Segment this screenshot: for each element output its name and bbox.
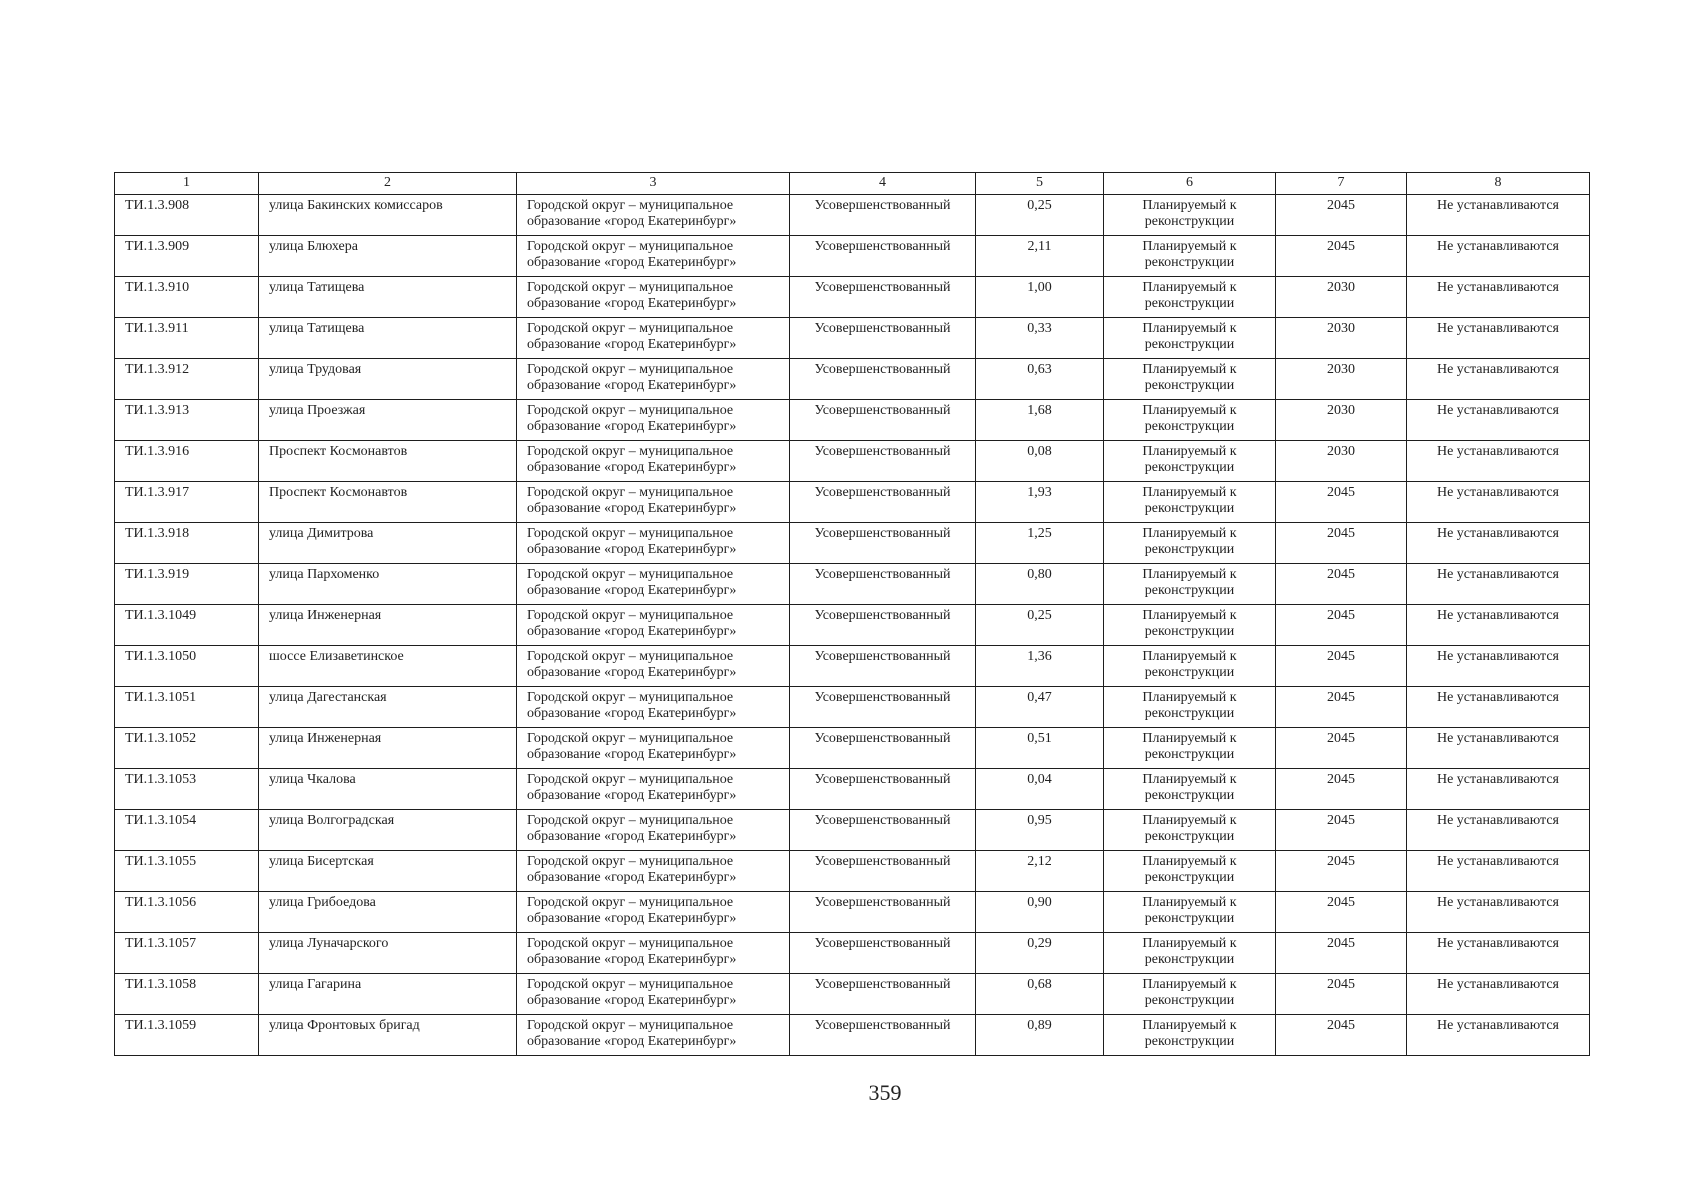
cell-length: 0,90 <box>976 892 1104 933</box>
table-row <box>115 564 1590 605</box>
cell-id: ТИ.1.3.913 <box>115 400 259 441</box>
table-row <box>115 605 1590 646</box>
cell-id: ТИ.1.3.1058 <box>115 974 259 1015</box>
cell-length: 0,04 <box>976 769 1104 810</box>
cell-year: 2030 <box>1276 359 1407 400</box>
cell-status: Планируемый к реконструкции <box>1104 851 1276 892</box>
cell-length: 0,25 <box>976 605 1104 646</box>
cell-length: 1,00 <box>976 277 1104 318</box>
cell-status: Планируемый к реконструкции <box>1104 441 1276 482</box>
cell-year: 2045 <box>1276 523 1407 564</box>
cell-street: улица Луначарского <box>259 933 517 974</box>
table-row <box>115 441 1590 482</box>
cell-id: ТИ.1.3.1051 <box>115 687 259 728</box>
cell-municipality: Городской округ – муниципальное образование «город Екатеринбург» <box>517 646 790 687</box>
cell-length: 0,51 <box>976 728 1104 769</box>
cell-municipality: Городской округ – муниципальное образование «город Екатеринбург» <box>517 441 790 482</box>
cell-length: 0,68 <box>976 974 1104 1015</box>
cell-status: Планируемый к реконструкции <box>1104 728 1276 769</box>
cell-id: ТИ.1.3.917 <box>115 482 259 523</box>
cell-id: ТИ.1.3.1049 <box>115 605 259 646</box>
cell-year: 2045 <box>1276 933 1407 974</box>
cell-surface-type: Усовершенствованный <box>790 564 976 605</box>
cell-restrictions: Не устанавливаются <box>1407 318 1590 359</box>
cell-year: 2045 <box>1276 687 1407 728</box>
cell-municipality: Городской округ – муниципальное образование «город Екатеринбург» <box>517 523 790 564</box>
cell-restrictions: Не устанавливаются <box>1407 482 1590 523</box>
cell-municipality: Городской округ – муниципальное образование «город Екатеринбург» <box>517 605 790 646</box>
column-header: 6 <box>1104 173 1276 195</box>
cell-status: Планируемый к реконструкции <box>1104 400 1276 441</box>
cell-id: ТИ.1.3.1054 <box>115 810 259 851</box>
cell-street: улица Татищева <box>259 277 517 318</box>
cell-surface-type: Усовершенствованный <box>790 605 976 646</box>
cell-surface-type: Усовершенствованный <box>790 277 976 318</box>
cell-street: улица Фронтовых бригад <box>259 1015 517 1056</box>
table-row <box>115 769 1590 810</box>
cell-surface-type: Усовершенствованный <box>790 892 976 933</box>
cell-status: Планируемый к реконструкции <box>1104 892 1276 933</box>
cell-id: ТИ.1.3.1059 <box>115 1015 259 1056</box>
table-row <box>115 687 1590 728</box>
cell-year: 2045 <box>1276 236 1407 277</box>
cell-year: 2030 <box>1276 441 1407 482</box>
cell-length: 0,47 <box>976 687 1104 728</box>
cell-municipality: Городской округ – муниципальное образование «город Екатеринбург» <box>517 769 790 810</box>
cell-length: 2,11 <box>976 236 1104 277</box>
cell-restrictions: Не устанавливаются <box>1407 1015 1590 1056</box>
cell-street: улица Чкалова <box>259 769 517 810</box>
cell-length: 1,36 <box>976 646 1104 687</box>
column-header: 2 <box>259 173 517 195</box>
table-row <box>115 318 1590 359</box>
cell-street: улица Грибоедова <box>259 892 517 933</box>
cell-surface-type: Усовершенствованный <box>790 974 976 1015</box>
cell-restrictions: Не устанавливаются <box>1407 728 1590 769</box>
cell-length: 0,89 <box>976 1015 1104 1056</box>
cell-municipality: Городской округ – муниципальное образование «город Екатеринбург» <box>517 933 790 974</box>
cell-status: Планируемый к реконструкции <box>1104 277 1276 318</box>
data-table <box>114 172 1590 1056</box>
table-row <box>115 400 1590 441</box>
cell-length: 0,25 <box>976 195 1104 236</box>
cell-year: 2045 <box>1276 851 1407 892</box>
cell-surface-type: Усовершенствованный <box>790 195 976 236</box>
cell-id: ТИ.1.3.911 <box>115 318 259 359</box>
cell-surface-type: Усовершенствованный <box>790 810 976 851</box>
cell-street: улица Димитрова <box>259 523 517 564</box>
cell-status: Планируемый к реконструкции <box>1104 1015 1276 1056</box>
cell-restrictions: Не устанавливаются <box>1407 441 1590 482</box>
cell-year: 2030 <box>1276 400 1407 441</box>
cell-status: Планируемый к реконструкции <box>1104 523 1276 564</box>
cell-street: шоссе Елизаветинское <box>259 646 517 687</box>
cell-municipality: Городской округ – муниципальное образование «город Екатеринбург» <box>517 318 790 359</box>
cell-restrictions: Не устанавливаются <box>1407 195 1590 236</box>
cell-municipality: Городской округ – муниципальное образование «город Екатеринбург» <box>517 400 790 441</box>
table-row <box>115 359 1590 400</box>
page-number: 359 <box>868 1080 902 1105</box>
cell-id: ТИ.1.3.1056 <box>115 892 259 933</box>
table-row <box>115 523 1590 564</box>
cell-street: улица Проезжая <box>259 400 517 441</box>
cell-street: Проспект Космонавтов <box>259 441 517 482</box>
cell-restrictions: Не устанавливаются <box>1407 933 1590 974</box>
cell-length: 2,12 <box>976 851 1104 892</box>
column-header: 7 <box>1276 173 1407 195</box>
cell-id: ТИ.1.3.1052 <box>115 728 259 769</box>
cell-restrictions: Не устанавливаются <box>1407 236 1590 277</box>
cell-id: ТИ.1.3.910 <box>115 277 259 318</box>
cell-surface-type: Усовершенствованный <box>790 359 976 400</box>
cell-year: 2045 <box>1276 810 1407 851</box>
table-row <box>115 810 1590 851</box>
cell-surface-type: Усовершенствованный <box>790 482 976 523</box>
cell-length: 1,93 <box>976 482 1104 523</box>
cell-id: ТИ.1.3.1053 <box>115 769 259 810</box>
cell-status: Планируемый к реконструкции <box>1104 195 1276 236</box>
column-header: 4 <box>790 173 976 195</box>
cell-restrictions: Не устанавливаются <box>1407 892 1590 933</box>
cell-surface-type: Усовершенствованный <box>790 523 976 564</box>
cell-municipality: Городской округ – муниципальное образование «город Екатеринбург» <box>517 974 790 1015</box>
table-header <box>115 173 1590 195</box>
cell-id: ТИ.1.3.908 <box>115 195 259 236</box>
table-row <box>115 277 1590 318</box>
cell-street: улица Бакинских комиссаров <box>259 195 517 236</box>
cell-municipality: Городской округ – муниципальное образование «город Екатеринбург» <box>517 810 790 851</box>
cell-id: ТИ.1.3.1057 <box>115 933 259 974</box>
cell-length: 0,08 <box>976 441 1104 482</box>
cell-year: 2030 <box>1276 318 1407 359</box>
cell-year: 2045 <box>1276 564 1407 605</box>
table-row <box>115 236 1590 277</box>
cell-surface-type: Усовершенствованный <box>790 441 976 482</box>
cell-id: ТИ.1.3.909 <box>115 236 259 277</box>
cell-street: улица Волгоградская <box>259 810 517 851</box>
cell-street: улица Пархоменко <box>259 564 517 605</box>
cell-street: улица Инженерная <box>259 728 517 769</box>
cell-municipality: Городской округ – муниципальное образование «город Екатеринбург» <box>517 359 790 400</box>
cell-status: Планируемый к реконструкции <box>1104 933 1276 974</box>
cell-restrictions: Не устанавливаются <box>1407 359 1590 400</box>
cell-id: ТИ.1.3.916 <box>115 441 259 482</box>
cell-status: Планируемый к реконструкции <box>1104 236 1276 277</box>
cell-id: ТИ.1.3.1050 <box>115 646 259 687</box>
cell-status: Планируемый к реконструкции <box>1104 646 1276 687</box>
cell-surface-type: Усовершенствованный <box>790 851 976 892</box>
cell-year: 2045 <box>1276 482 1407 523</box>
table-row <box>115 195 1590 236</box>
cell-surface-type: Усовершенствованный <box>790 318 976 359</box>
cell-surface-type: Усовершенствованный <box>790 933 976 974</box>
column-header: 8 <box>1407 173 1590 195</box>
header-row <box>115 173 1590 195</box>
cell-municipality: Городской округ – муниципальное образование «город Екатеринбург» <box>517 728 790 769</box>
cell-length: 0,33 <box>976 318 1104 359</box>
cell-status: Планируемый к реконструкции <box>1104 482 1276 523</box>
cell-street: улица Бисертская <box>259 851 517 892</box>
cell-restrictions: Не устанавливаются <box>1407 769 1590 810</box>
cell-id: ТИ.1.3.919 <box>115 564 259 605</box>
cell-surface-type: Усовершенствованный <box>790 1015 976 1056</box>
cell-status: Планируемый к реконструкции <box>1104 974 1276 1015</box>
cell-street: улица Гагарина <box>259 974 517 1015</box>
cell-year: 2045 <box>1276 974 1407 1015</box>
cell-restrictions: Не устанавливаются <box>1407 277 1590 318</box>
cell-municipality: Городской округ – муниципальное образование «город Екатеринбург» <box>517 564 790 605</box>
cell-restrictions: Не устанавливаются <box>1407 523 1590 564</box>
cell-street: улица Инженерная <box>259 605 517 646</box>
table-row <box>115 892 1590 933</box>
cell-street: улица Трудовая <box>259 359 517 400</box>
cell-municipality: Городской округ – муниципальное образование «город Екатеринбург» <box>517 892 790 933</box>
table-row <box>115 1015 1590 1056</box>
column-header: 3 <box>517 173 790 195</box>
column-header: 1 <box>115 173 259 195</box>
cell-year: 2045 <box>1276 769 1407 810</box>
cell-status: Планируемый к реконструкции <box>1104 359 1276 400</box>
cell-restrictions: Не устанавливаются <box>1407 687 1590 728</box>
cell-restrictions: Не устанавливаются <box>1407 646 1590 687</box>
cell-year: 2045 <box>1276 1015 1407 1056</box>
cell-id: ТИ.1.3.918 <box>115 523 259 564</box>
cell-status: Планируемый к реконструкции <box>1104 769 1276 810</box>
table-row <box>115 974 1590 1015</box>
cell-status: Планируемый к реконструкции <box>1104 810 1276 851</box>
cell-street: Проспект Космонавтов <box>259 482 517 523</box>
cell-restrictions: Не устанавливаются <box>1407 810 1590 851</box>
cell-restrictions: Не устанавливаются <box>1407 851 1590 892</box>
table-row <box>115 933 1590 974</box>
cell-year: 2045 <box>1276 728 1407 769</box>
cell-surface-type: Усовершенствованный <box>790 236 976 277</box>
cell-status: Планируемый к реконструкции <box>1104 564 1276 605</box>
cell-surface-type: Усовершенствованный <box>790 687 976 728</box>
cell-year: 2045 <box>1276 195 1407 236</box>
cell-restrictions: Не устанавливаются <box>1407 564 1590 605</box>
cell-municipality: Городской округ – муниципальное образование «город Екатеринбург» <box>517 1015 790 1056</box>
cell-restrictions: Не устанавливаются <box>1407 974 1590 1015</box>
cell-year: 2030 <box>1276 277 1407 318</box>
cell-length: 0,29 <box>976 933 1104 974</box>
table-row <box>115 728 1590 769</box>
cell-status: Планируемый к реконструкции <box>1104 318 1276 359</box>
table-row <box>115 851 1590 892</box>
table-body <box>115 195 1590 1056</box>
cell-street: улица Дагестанская <box>259 687 517 728</box>
cell-status: Планируемый к реконструкции <box>1104 687 1276 728</box>
cell-surface-type: Усовершенствованный <box>790 646 976 687</box>
cell-year: 2045 <box>1276 646 1407 687</box>
cell-id: ТИ.1.3.912 <box>115 359 259 400</box>
cell-street: улица Татищева <box>259 318 517 359</box>
cell-surface-type: Усовершенствованный <box>790 728 976 769</box>
cell-municipality: Городской округ – муниципальное образование «город Екатеринбург» <box>517 851 790 892</box>
cell-year: 2045 <box>1276 605 1407 646</box>
cell-length: 0,80 <box>976 564 1104 605</box>
cell-length: 0,95 <box>976 810 1104 851</box>
cell-municipality: Городской округ – муниципальное образование «город Екатеринбург» <box>517 687 790 728</box>
cell-municipality: Городской округ – муниципальное образование «город Екатеринбург» <box>517 195 790 236</box>
table-row <box>115 482 1590 523</box>
cell-municipality: Городской округ – муниципальное образование «город Екатеринбург» <box>517 236 790 277</box>
cell-id: ТИ.1.3.1055 <box>115 851 259 892</box>
cell-municipality: Городской округ – муниципальное образование «город Екатеринбург» <box>517 482 790 523</box>
cell-status: Планируемый к реконструкции <box>1104 605 1276 646</box>
cell-length: 1,68 <box>976 400 1104 441</box>
cell-restrictions: Не устанавливаются <box>1407 400 1590 441</box>
cell-length: 1,25 <box>976 523 1104 564</box>
cell-year: 2045 <box>1276 892 1407 933</box>
cell-surface-type: Усовершенствованный <box>790 769 976 810</box>
cell-municipality: Городской округ – муниципальное образование «город Екатеринбург» <box>517 277 790 318</box>
column-header: 5 <box>976 173 1104 195</box>
cell-street: улица Блюхера <box>259 236 517 277</box>
cell-length: 0,63 <box>976 359 1104 400</box>
cell-restrictions: Не устанавливаются <box>1407 605 1590 646</box>
cell-surface-type: Усовершенствованный <box>790 400 976 441</box>
table-row <box>115 646 1590 687</box>
